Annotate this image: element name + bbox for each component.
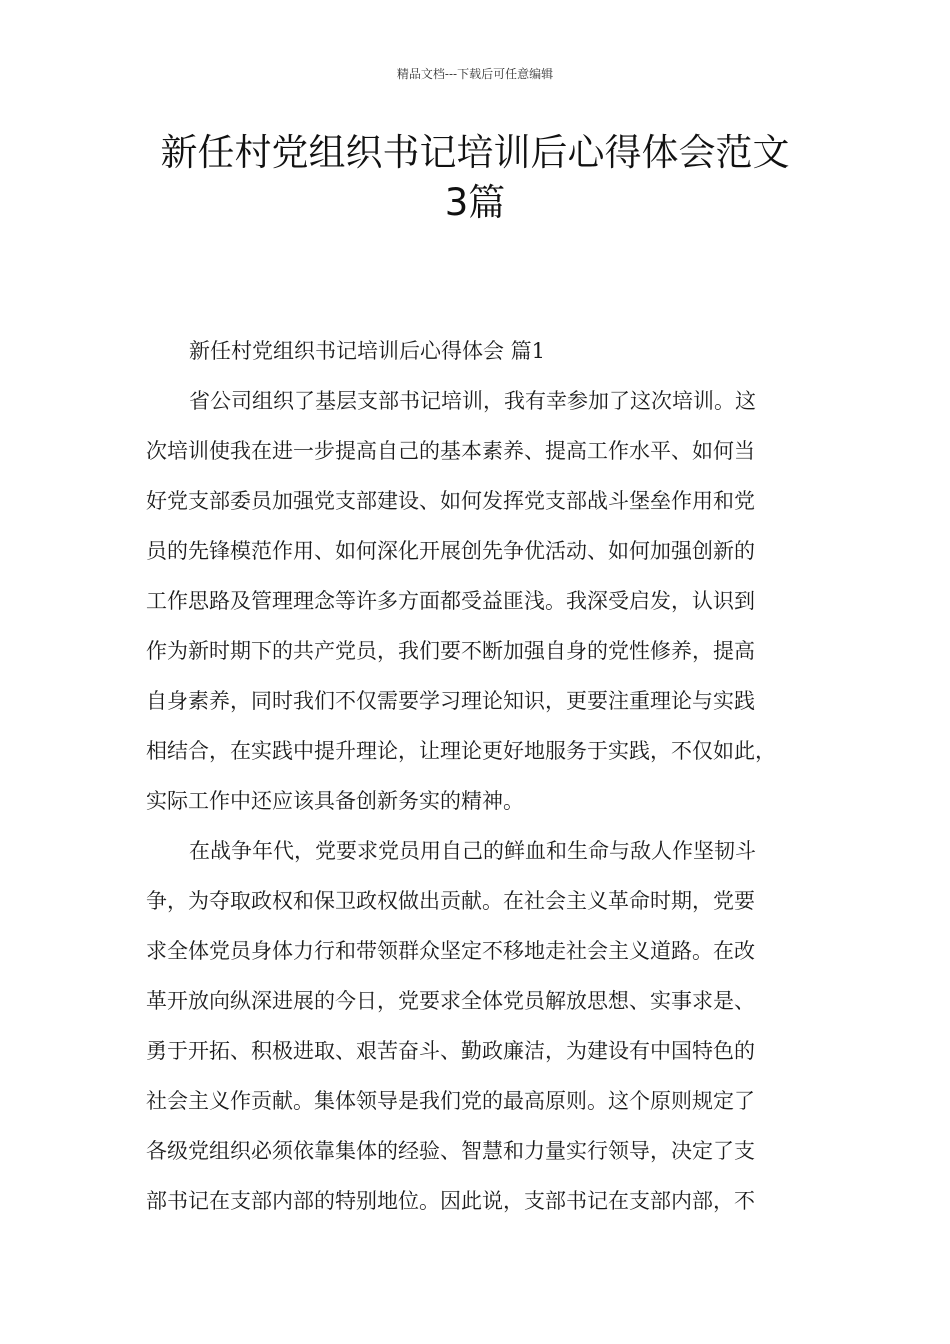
paragraph-2-line: 社会主义作贡献。集体领导是我们党的最高原则。这个原则规定了 [146, 1089, 755, 1113]
document-title-line-2: 3篇 [444, 181, 506, 224]
paragraph-1-line: 员的先锋模范作用、如何深化开展创先争优活动、如何加强创新的 [146, 539, 755, 563]
section-heading: 新任村党组织书记培训后心得体会 篇1 [189, 339, 546, 363]
paragraph-2-line: 革开放向纵深进展的今日，党要求全体党员解放思想、实事求是、 [146, 989, 755, 1013]
document-title-line-1: 新任村党组织书记培训后心得体会范文 [160, 131, 790, 174]
paragraph-1-line: 好党支部委员加强党支部建设、如何发挥党支部战斗堡垒作用和党 [146, 489, 755, 513]
paragraph-1-line: 实际工作中还应该具备创新务实的精神。 [146, 789, 524, 813]
paragraph-1-line: 工作思路及管理理念等许多方面都受益匪浅。我深受启发，认识到 [146, 589, 755, 613]
paragraph-2-line: 勇于开拓、积极进取、艰苦奋斗、勤政廉洁，为建设有中国特色的 [146, 1039, 755, 1063]
document-body [146, 326, 826, 1226]
paragraph-1-line: 作为新时期下的共产党员，我们要不断加强自身的党性修养，提高 [146, 639, 755, 663]
paragraph-2-line: 在战争年代，党要求党员用自己的鲜血和生命与敌人作坚韧斗 [189, 839, 756, 863]
paragraph-2-line: 争，为夺取政权和保卫政权做出贡献。在社会主义革命时期，党要 [146, 889, 755, 913]
paragraph-2-line: 各级党组织必须依靠集体的经验、智慧和力量实行领导，决定了支 [146, 1139, 755, 1163]
page-header-watermark: 精品文档---下载后可任意编辑 [396, 67, 554, 81]
paragraph-1-line: 相结合，在实践中提升理论，让理论更好地服务于实践，不仅如此， [146, 739, 776, 763]
paragraph-2-line: 求全体党员身体力行和带领群众坚定不移地走社会主义道路。在改 [146, 939, 755, 963]
paragraph-1-line: 省公司组织了基层支部书记培训，我有幸参加了这次培训。这 [189, 389, 756, 413]
document-title [110, 128, 840, 228]
paragraph-2-line: 部书记在支部内部的特别地位。因此说，支部书记在支部内部，不 [146, 1189, 755, 1213]
paragraph-1-line: 次培训使我在进一步提高自己的基本素养、提高工作水平、如何当 [146, 439, 755, 463]
paragraph-1-line: 自身素养，同时我们不仅需要学习理论知识，更要注重理论与实践 [146, 689, 755, 713]
